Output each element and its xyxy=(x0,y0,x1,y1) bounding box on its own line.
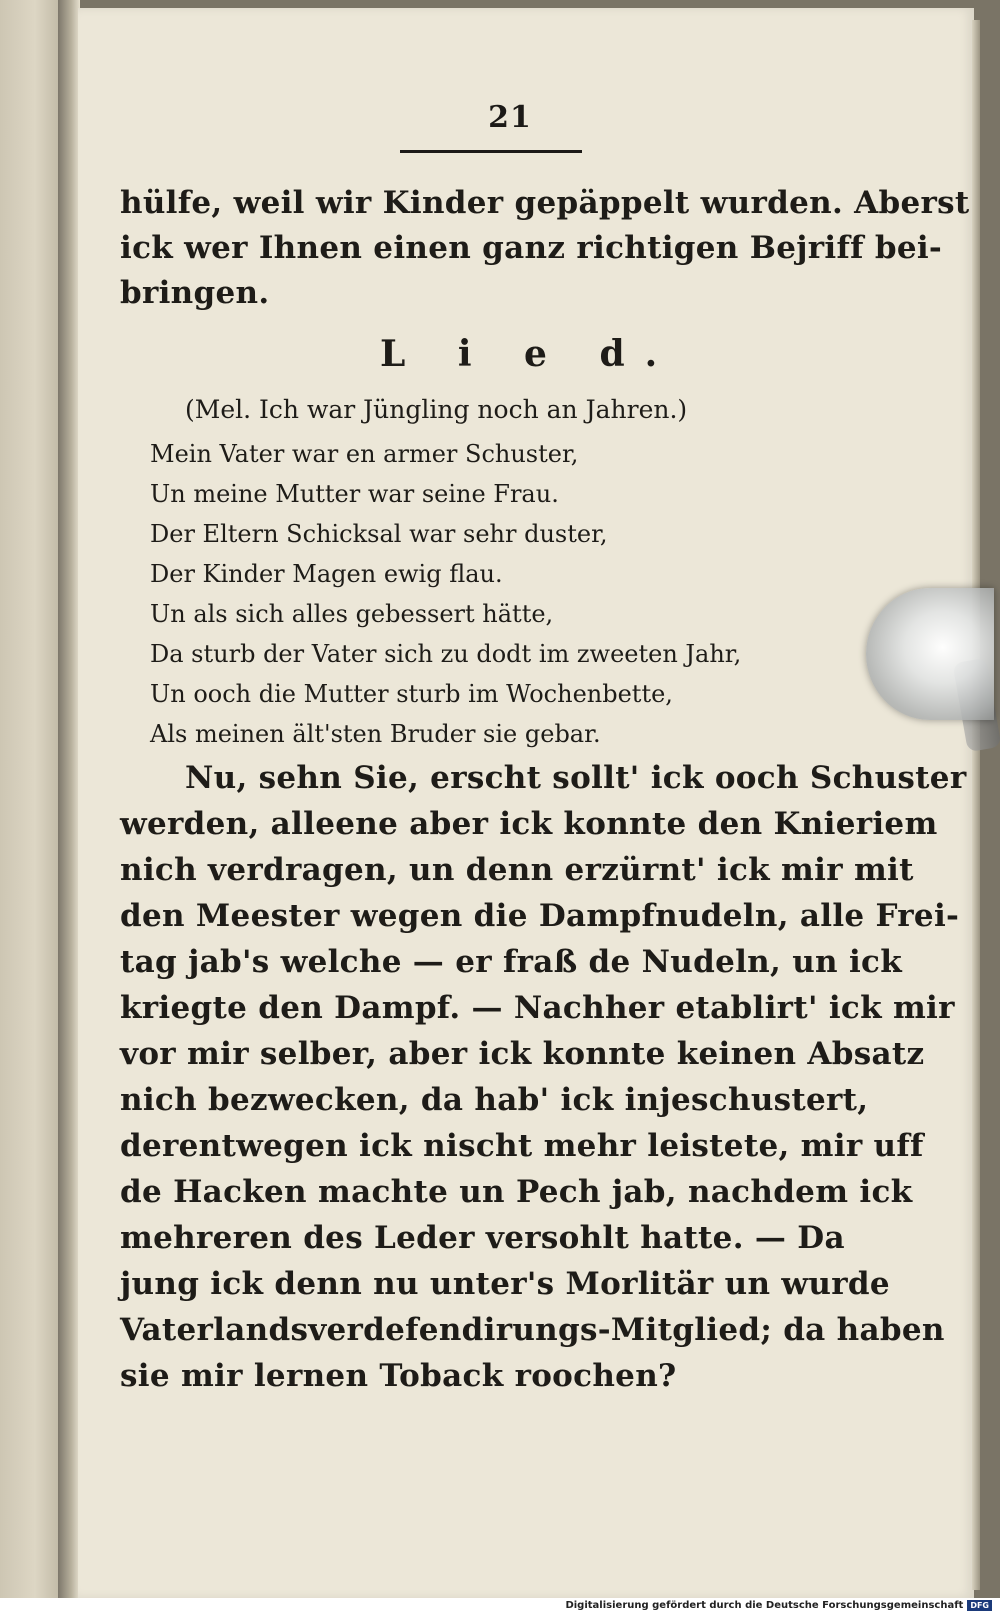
page-edge xyxy=(972,20,980,1590)
body-line-12: jung ick denn nu unter's Morlitär un wurde xyxy=(120,1266,890,1302)
verse-line-7: Un ooch die Mutter sturb im Wochenbette, xyxy=(150,680,673,708)
verse-line-3: Der Eltern Schicksal war sehr duster, xyxy=(150,520,608,548)
footer-credit-text: Digitalisierung gefördert durch die Deutsche Forschungsgemeinschaft xyxy=(565,1600,964,1611)
dfg-logo: DFG xyxy=(967,1600,992,1611)
intro-line-3: bringen. xyxy=(120,275,270,311)
body-line-9: derentwegen ick nischt mehr leistete, mir uff xyxy=(120,1128,924,1164)
page-number: 21 xyxy=(488,100,532,135)
verse-line-8: Als meinen ält'sten Bruder sie gebar. xyxy=(150,720,601,748)
song-title: L i e d. xyxy=(380,333,678,375)
body-line-11: mehreren des Leder versohlt hatte. — Da xyxy=(120,1220,845,1256)
verse-line-2: Un meine Mutter war seine Frau. xyxy=(150,480,559,508)
verse-line-4: Der Kinder Magen ewig flau. xyxy=(150,560,503,588)
body-line-6: kriegte den Dampf. — Nachher etablirt' ick mir xyxy=(120,990,955,1026)
book-gutter xyxy=(58,0,80,1616)
body-line-13: Vaterlandsverdefendirungs-Mitglied; da haben xyxy=(120,1312,945,1348)
body-line-14: sie mir lernen Toback roochen? xyxy=(120,1358,677,1394)
page-weight-glass xyxy=(866,588,994,720)
footer-credit xyxy=(565,1600,992,1611)
body-line-3: nich verdragen, un denn erzürnt' ick mir mit xyxy=(120,852,914,888)
verse-line-1: Mein Vater war en armer Schuster, xyxy=(150,440,579,468)
verse-line-5: Un als sich alles gebessert hätte, xyxy=(150,600,554,628)
intro-line-2: ick wer Ihnen einen ganz richtigen Bejriff bei- xyxy=(120,230,943,266)
body-line-1: Nu, sehn Sie, erscht sollt' ick ooch Schuster xyxy=(185,760,967,796)
body-line-7: vor mir selber, aber ick konnte keinen Absatz xyxy=(120,1036,925,1072)
body-line-8: nich bezwecken, da hab' ick injeschustert, xyxy=(120,1082,869,1118)
body-line-5: tag jab's welche — er fraß de Nudeln, un ick xyxy=(120,944,903,980)
body-line-10: de Hacken machte un Pech jab, nachdem ick xyxy=(120,1174,913,1210)
body-line-2: werden, alleene aber ick konnte den Knieriem xyxy=(120,806,938,842)
body-line-4: den Meester wegen die Dampfnudeln, alle Frei- xyxy=(120,898,960,934)
verse-line-6: Da sturb der Vater sich zu dodt im zweeten Jahr, xyxy=(150,640,742,668)
intro-line-1: hülfe, weil wir Kinder gepäppelt wurden. Aberst xyxy=(120,185,970,221)
header-rule xyxy=(400,150,582,153)
song-melody: (Mel. Ich war Jüngling noch an Jahren.) xyxy=(185,395,688,424)
